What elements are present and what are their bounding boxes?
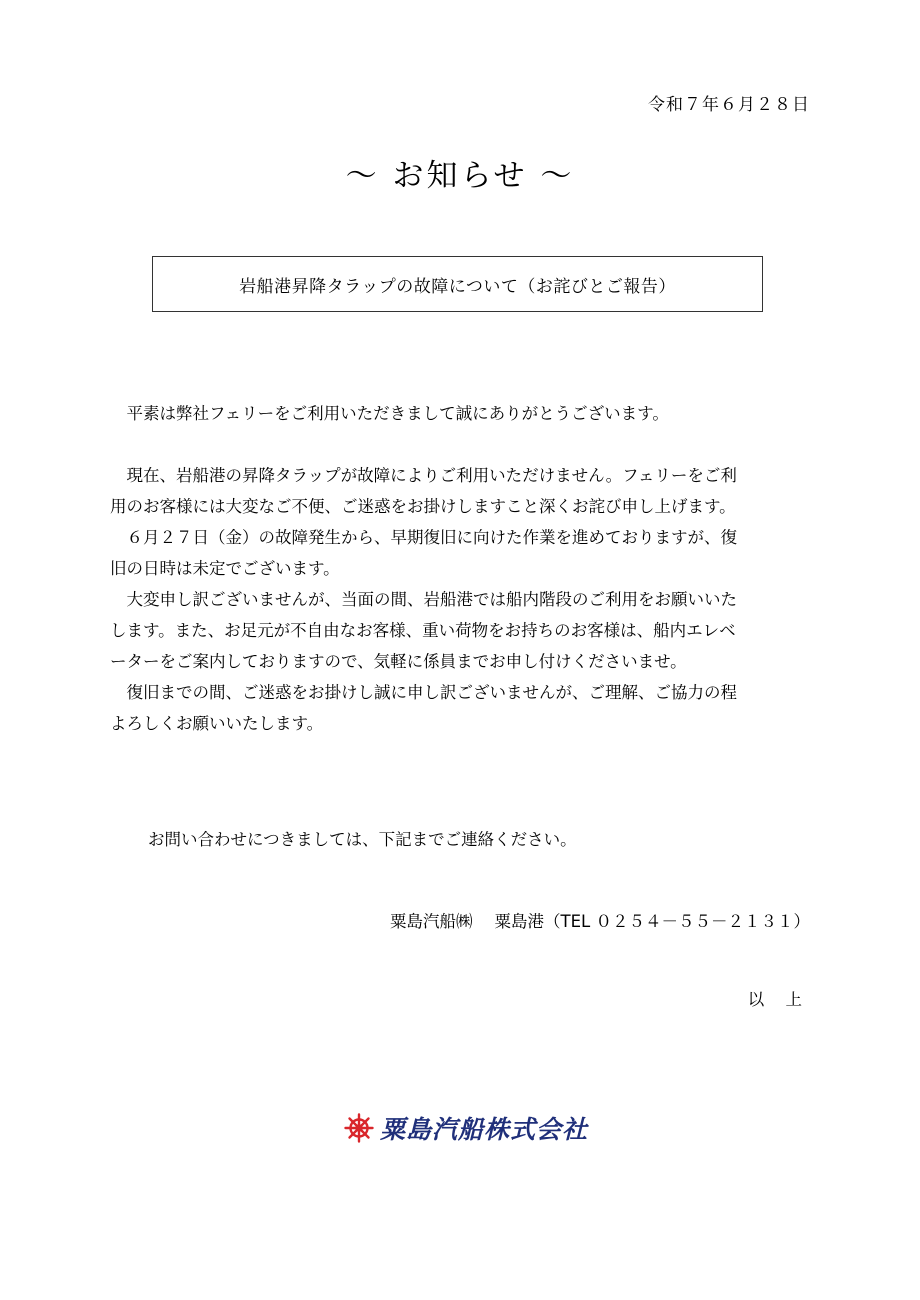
page-title: ～ お知らせ ～ <box>345 158 575 194</box>
greeting-text: 平素は弊社フェリーをご利用いただきまして誠にありがとうございます。 <box>126 404 669 423</box>
body-line-text: 復旧までの間、ご迷惑をお掛けし誠に申し訳ございませんが、ご理解、ご協力の程 <box>126 683 737 702</box>
body-line-text: ーターをご案内しておりますので、気軽に係員までお申し付けくださいませ。 <box>110 652 687 671</box>
body-line <box>110 553 810 584</box>
company-contact-line <box>390 908 810 932</box>
closing-mark: 以 上 <box>747 990 810 1009</box>
body-line-text: ６月２７日（金）の故障発生から、早期復旧に向けた作業を進めておりますが、復 <box>126 528 737 547</box>
body-line-text: よろしくお願いいたします。 <box>110 714 324 733</box>
body-line <box>110 615 810 646</box>
subject-text: 岩船港昇降タラップの故障について（お詫びとご報告） <box>239 276 676 297</box>
ship-wheel-icon <box>344 1113 374 1143</box>
company-logo <box>344 1110 588 1146</box>
subject-box <box>152 256 763 312</box>
body-line-text: 大変申し訳ございませんが、当面の間、岩船港では船内階段のご利用をお願いいた <box>126 590 737 609</box>
body-line <box>110 677 810 708</box>
body-line-text: 用のお客様には大変なご不便、ご迷惑をお掛けしますこと深くお詫び申し上げます。 <box>110 497 736 516</box>
body-line <box>110 584 810 615</box>
document-date: 令和７年６月２８日 <box>648 95 810 115</box>
body-line-text: 旧の日時は未定でございます。 <box>110 559 340 578</box>
company-logo-text: 粟島汽船株式会社 <box>380 1115 589 1144</box>
body-line-text: します。また、お足元が不自由なお客様、重い荷物をお持ちのお客様は、船内エレベ <box>110 621 736 640</box>
body-line <box>110 460 810 491</box>
contact-instruction: お問い合わせにつきましては、下記までご連絡ください。 <box>148 830 577 849</box>
greeting-paragraph <box>110 398 810 429</box>
port-phone: 粟島港（TEL ０２５４－５５－２１３１） <box>494 912 810 931</box>
body-line <box>110 646 810 677</box>
body-line-text: 現在、岩船港の昇降タラップが故障によりご利用いただけません。フェリーをご利 <box>126 466 737 485</box>
body-line <box>110 491 810 522</box>
body-line <box>110 708 810 739</box>
body-line <box>110 522 810 553</box>
company-name-short: 粟島汽船㈱ <box>390 912 473 931</box>
notice-body <box>110 398 810 739</box>
